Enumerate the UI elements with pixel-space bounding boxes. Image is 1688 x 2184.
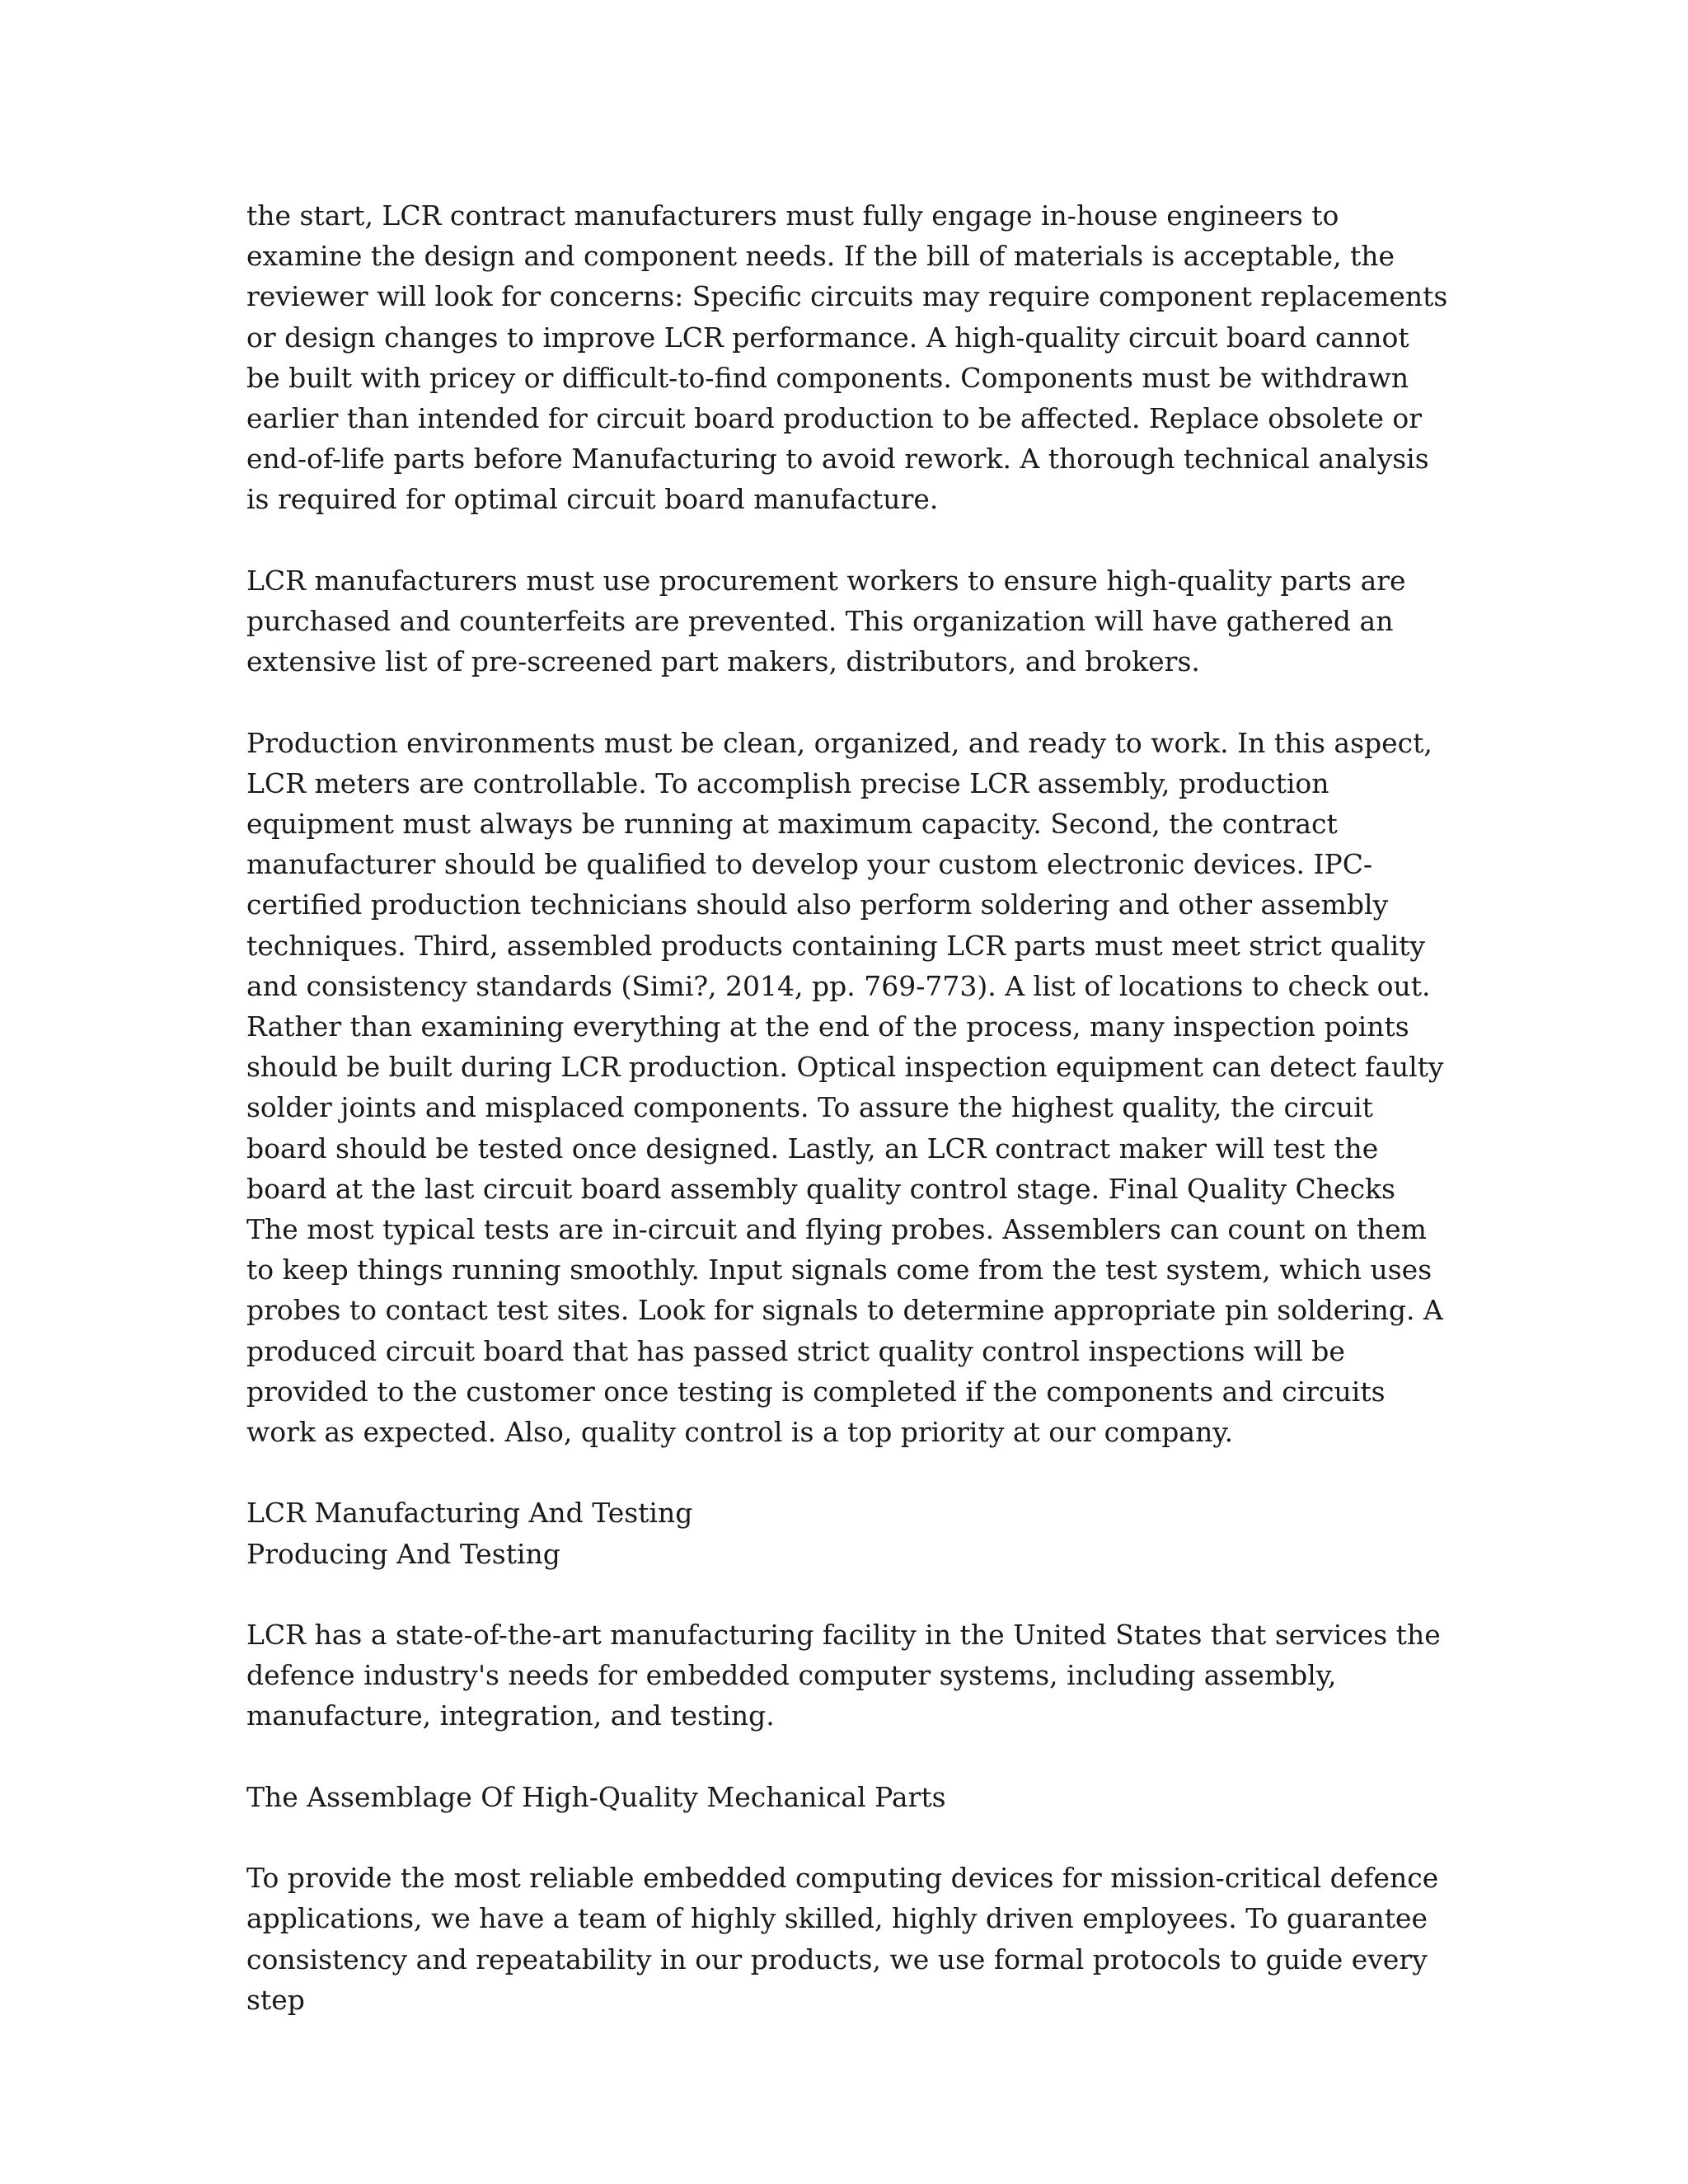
paragraph-design-review: the start, LCR contract manufacturers must fully engage in-house engineers to examine the design and component needs. If the bill of materials is acceptable, the reviewer will look for concerns: Specific circuits may require component replacements or design changes to improve LCR performance. A high-quality circuit board cannot be built with pricey or difficult-to-find components. Components must be withdrawn earlier than intended for circuit board production to be affected. Replace obsolete or end-of-life parts before Manufacturing to avoid rework. A thorough technical analysis is required for optimal circuit board manufacture. <box>246 199 1448 516</box>
section-heading-mechanical-parts: The Assemblage Of High-Quality Mechanical Parts <box>246 1780 946 1813</box>
document-body <box>246 195 1450 2020</box>
section-heading-manufacturing-testing: LCR Manufacturing And Testing Producing And Testing <box>246 1497 693 1570</box>
paragraph-team-protocols: To provide the most reliable embedded computing devices for mission-critical defence applications, we have a team of highly skilled, highly driven employees. To guarantee consistency and repeatability in our products, we use formal protocols to guide every step <box>246 1862 1439 2016</box>
paragraph-production-quality: Production environments must be clean, organized, and ready to work. In this aspect, LCR meters are controllable. To accomplish precise LCR assembly, production equipment must always be running at maximum capacity. Second, the contract manufacturer should be qualified to develop your custom electronic devices. IPC-certified production technicians should also perform soldering and other assembly techniques. Third, assembled products containing LCR parts must meet strict quality and consistency standards (Simi?, 2014, pp. 769-773). A list of locations to check out. Rather than examining everything at the end of the process, many inspection points should be built during LCR production. Optical inspection equipment can detect faulty solder joints and misplaced components. To assure the highest quality, the circuit board should be tested once designed. Lastly, an LCR contract maker will test the board at the last circuit board assembly quality control stage. Final Quality Checks The most typical tests are in-circuit and flying probes. Assemblers can count on them to keep things running smoothly. Input signals come from the test system, which uses probes to contact test sites. Look for signals to determine appropriate pin soldering. A produced circuit board that has passed strict quality control inspections will be provided to the customer once testing is completed if the components and circuits work as expected. Also, quality control is a top priority at our company. <box>246 726 1444 1449</box>
paragraph-procurement: LCR manufacturers must use procurement workers to ensure high-quality parts are purchased and counterfeits are prevented. This organization will have gathered an extensive list of pre-screened part makers, distributors, and brokers. <box>246 564 1406 678</box>
paragraph-facility: LCR has a state-of-the-art manufacturing facility in the United States that services the defence industry's needs for embedded computer systems, including assembly, manufacture, integration, and testing. <box>246 1619 1441 1732</box>
